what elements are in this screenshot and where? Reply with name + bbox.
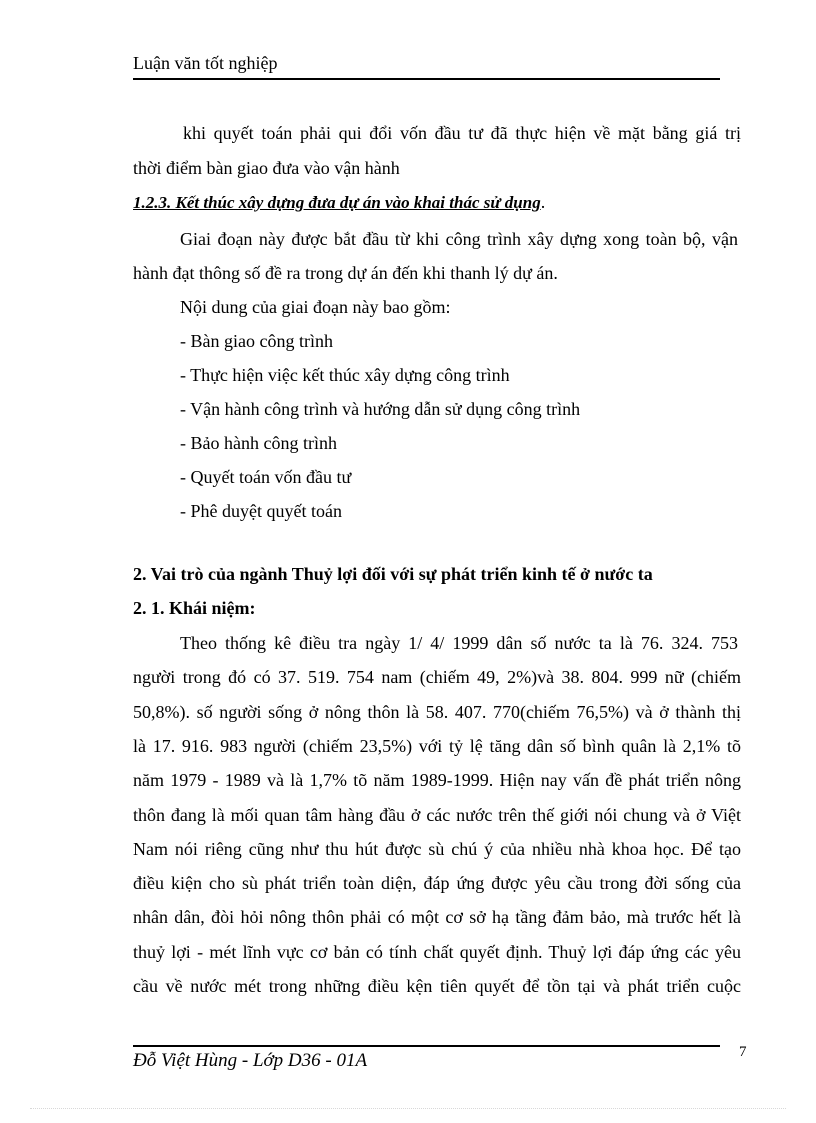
paragraph-line: khi quyết toán phải qui đổi vốn đầu tư đã thực hiện về mặt bằng giá trị — [183, 123, 741, 143]
header-title: Luận văn tốt nghiệp — [133, 53, 278, 73]
section-heading-2: 2. Vai trò của ngành Thuỷ lợi đối với sự phát triển kinh tế ở nước ta — [133, 564, 653, 584]
page-header — [133, 52, 720, 80]
section-heading-1-2-3 — [133, 191, 545, 214]
paragraph-line: 50,8%). số người sống ở nông thôn là 58. 407. 770(chiếm 76,5%) và ở thành thị — [133, 702, 741, 722]
footer-author: Đỗ Việt Hùng - Lớp D36 - 01A — [133, 1050, 368, 1071]
paragraph-line: Nam nói riêng cũng như thu hút được sù chú ý của nhiều nhà khoa học. Để tạo — [133, 839, 741, 859]
paragraph-line: cầu về nước mét trong những điều kện tiên quyết để tồn tại và phát triển cuộc — [133, 976, 741, 996]
paragraph-line: nhân dân, đòi hỏi nông thôn phải có một cơ sở hạ tầng đảm bảo, mà trước hết là — [133, 907, 741, 927]
page-number: 7 — [739, 1044, 747, 1060]
paragraph-line: Nội dung của giai đoạn này bao gồm: — [180, 297, 451, 317]
paragraph-line: điều kiện cho sù phát triển toàn diện, đáp ứng được yêu cầu trong đời sống của — [133, 873, 741, 893]
list-item: - Phê duyệt quyết toán — [180, 501, 342, 521]
list-item: - Vận hành công trình và hướng dẫn sử dụng công trình — [180, 399, 581, 419]
section-heading-text: 1.2.3. Kết thúc xây dựng đưa dự án vào khai thác sử dụng — [133, 193, 541, 212]
list-item: - Quyết toán vốn đầu tư — [180, 467, 352, 487]
paragraph-line: hành đạt thông số đề ra trong dự án đến khi thanh lý dự án. — [133, 263, 558, 283]
list-item: - Thực hiện việc kết thúc xây dựng công trình — [180, 365, 510, 385]
list-item: - Bàn giao công trình — [180, 331, 333, 351]
footer-divider — [133, 1045, 720, 1047]
header-divider — [133, 78, 720, 80]
paragraph-line: người trong đó có 37. 519. 754 nam (chiếm 49, 2%)và 38. 804. 999 nữ (chiếm — [133, 667, 741, 687]
paragraph-line: Giai đoạn này được bắt đầu từ khi công trình xây dựng xong toàn bộ, vận — [180, 229, 738, 249]
paragraph-line: là 17. 916. 983 người (chiếm 23,5%) với tỷ lệ tăng dân số bình quân là 2,1% tõ — [133, 736, 741, 756]
paragraph-line: Theo thống kê điều tra ngày 1/ 4/ 1999 dân số nước ta là 76. 324. 753 — [180, 633, 738, 653]
page-bottom-edge — [30, 1108, 786, 1109]
paragraph-line: năm 1979 - 1989 và là 1,7% tõ năm 1989-1999. Hiện nay vấn đề phát triển nông — [133, 770, 741, 790]
list-item: - Bảo hành công trình — [180, 433, 337, 453]
paragraph-line: thôn đang là mối quan tâm hàng đầu ở các nước trên thế giới nói chung và ở Việt — [133, 805, 741, 825]
paragraph-line: thời điểm bàn giao đưa vào vận hành — [133, 158, 400, 178]
heading-period: . — [540, 192, 546, 212]
section-heading-2-1: 2. 1. Khái niệm: — [133, 598, 256, 618]
paragraph-line: thuỷ lợi - mét lĩnh vực cơ bản có tính chất quyết định. Thuỷ lợi đáp ứng các yêu — [133, 942, 741, 962]
